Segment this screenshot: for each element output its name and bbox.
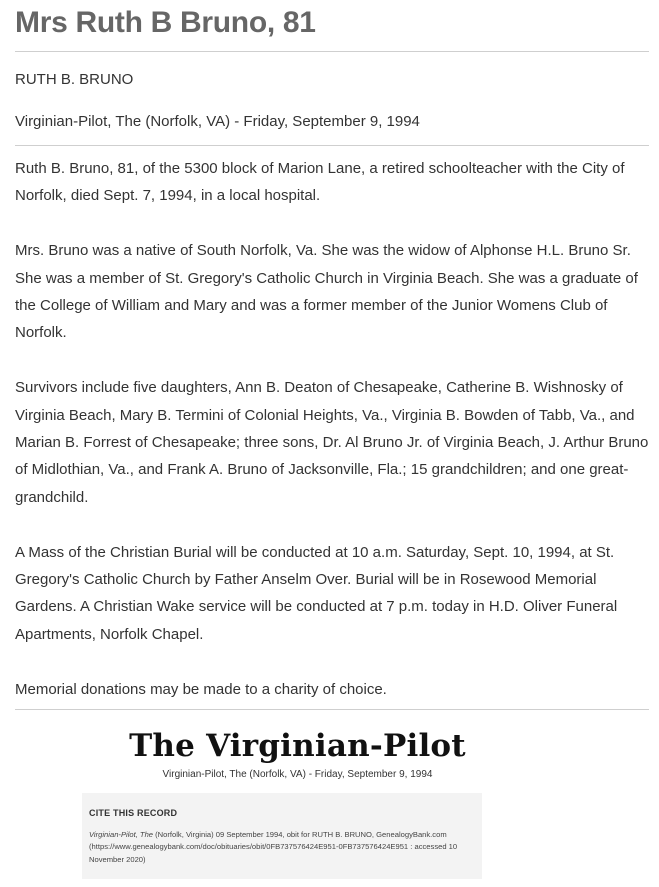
cite-record-box [82,793,482,879]
paragraph: Survivors include five daughters, Ann B. Deaton of Chesapeake, Catherine B. Wishnosky of Virginia Beach, Mary B. Termini of Colonial Heights, Va., Virginia B. Bowden of Tabb, Va., and Marian B. Forrest of Chesapeake; three sons, Dr. Al Bruno Jr. of Virginia Beach, J. Arthur Bruno of Midlothian, Va., and Frank A. Bruno of Jacksonville, Fla.; 15 grandchildren; and one great-grandchild. [15,379,649,506]
paragraph: A Mass of the Christian Burial will be conducted at 10 a.m. Saturday, Sept. 10, 1994, at St. Gregory's Catholic Church by Father Anselm Over. Burial will be in Rosewood Memorial Gardens. A Christian Wake service will be conducted at 7 p.m. today in H.D. Oliver Funeral Apartments, Norfolk Chapel. [15,543,618,643]
paragraph: Mrs. Bruno was a native of South Norfolk, Va. She was the widow of Alphonse H.L. Bruno Sr. She was a member of St. Gregory's Catholic Church in Virginia Beach. She was a graduate of the College of William and Mary and was a former member of the Junior Womens Club of Norfolk. [15,242,638,342]
citation-details: (Norfolk, Virginia) 09 September 1994, obit for RUTH B. BRUNO, GenealogyBank.com (https://www.genealogybank.com/doc/obituaries/obit/0FB737576424E951-0FB737576424E951 : accessed 10 November 2020) [89,830,458,864]
logo-caption: Virginian-Pilot, The (Norfolk, VA) - Friday, September 9, 1994 [162,769,433,780]
page-title: Mrs Ruth B Bruno, 81 [15,6,316,39]
name-line: RUTH B. BRUNO [15,71,134,88]
footer-divider [15,709,649,710]
cite-heading: CITE THIS RECORD [89,808,178,818]
citation-text [89,829,479,866]
title-divider [15,51,649,52]
paragraph: Ruth B. Bruno, 81, of the 5300 block of Marion Lane, a retired schoolteacher with the City of Norfolk, died Sept. 7, 1994, in a local hospital. [15,160,625,205]
newspaper-logo: The Virginian-Pilot [129,728,466,764]
obituary-body [15,155,649,730]
paragraph: Memorial donations may be made to a charity of choice. [15,680,387,698]
header-divider [15,145,649,146]
citation-publication: Virginian-Pilot, The [89,830,154,839]
source-line: Virginian-Pilot, The (Norfolk, VA) - Friday, September 9, 1994 [15,113,420,130]
